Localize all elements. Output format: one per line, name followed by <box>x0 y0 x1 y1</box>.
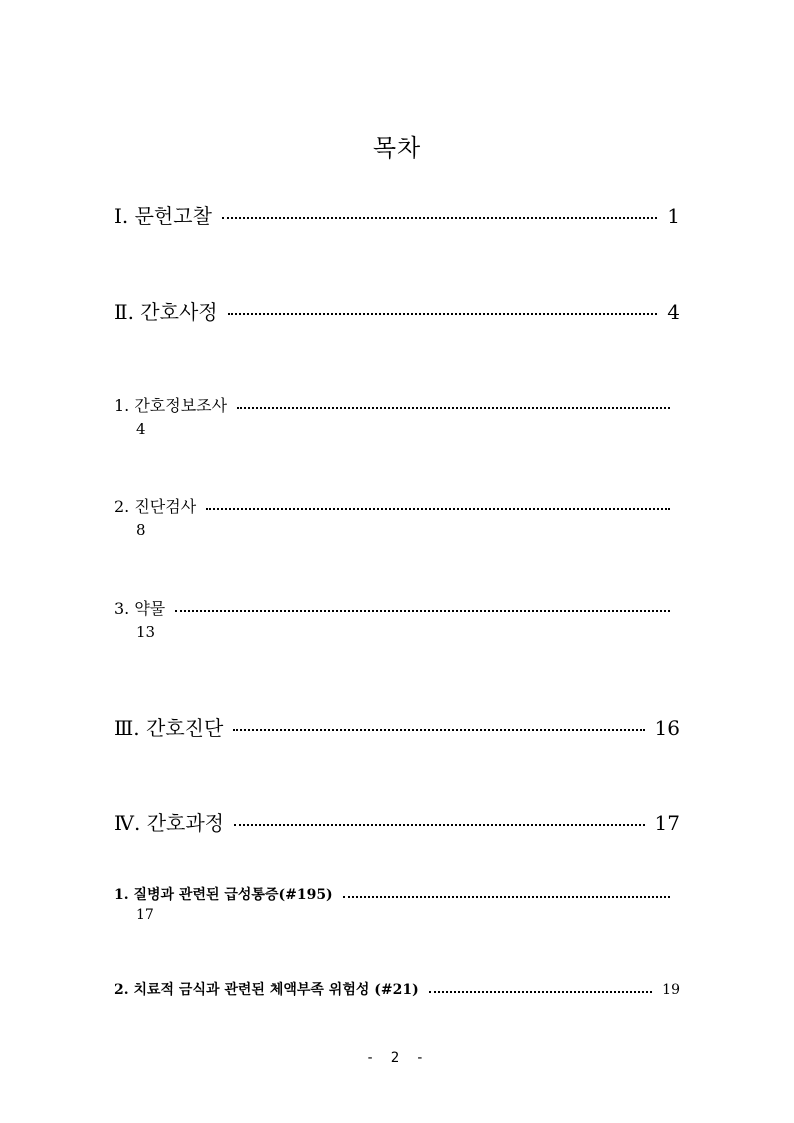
toc-entry-acute-pain[interactable] <box>114 884 680 904</box>
toc-entry-label: 2. 진단검사 <box>114 497 197 516</box>
toc-entry-page: 4 <box>667 300 680 324</box>
toc-entry-label: Ⅲ. 간호진단 <box>114 716 224 740</box>
leader-dots <box>343 896 670 898</box>
toc-entry-nursing-diagnosis[interactable] <box>114 712 680 741</box>
page-number-footer: - 2 - <box>365 1050 429 1066</box>
toc-entry-label: Ⅰ. 문헌고찰 <box>114 204 212 228</box>
leader-dots <box>237 407 670 409</box>
toc-entry-label: 1. 질병과 관련된 급성통증(#195) <box>114 887 333 903</box>
toc-entry-page: 16 <box>654 716 680 740</box>
leader-dots <box>429 991 652 993</box>
toc-entry-page: 13 <box>136 623 156 641</box>
toc-entry-nursing-process[interactable] <box>114 807 680 836</box>
leader-dots <box>233 729 644 731</box>
toc-entry-literature-review[interactable] <box>114 200 680 229</box>
toc-entry-nursing-assessment[interactable] <box>114 296 680 325</box>
toc-entry-diagnostic-tests[interactable] <box>114 494 680 517</box>
toc-title: 목차 <box>372 134 422 162</box>
toc-entry-nursing-info[interactable] <box>114 393 680 416</box>
toc-entry-label: 1. 간호정보조사 <box>114 396 228 415</box>
toc-entry-page: 4 <box>136 420 146 438</box>
toc-entry-page: 19 <box>662 982 680 998</box>
leader-dots <box>175 610 670 612</box>
toc-entry-medication[interactable] <box>114 596 680 619</box>
toc-entry-label: Ⅱ. 간호사정 <box>114 300 218 324</box>
toc-entry-label: Ⅳ. 간호과정 <box>114 811 224 835</box>
toc-entry-page: 17 <box>136 907 154 923</box>
leader-dots <box>228 313 658 315</box>
leader-dots <box>222 217 657 219</box>
toc-entry-page: 1 <box>667 204 680 228</box>
leader-dots <box>206 508 670 510</box>
toc-entry-page: 8 <box>136 521 146 539</box>
toc-entry-label: 2. 치료적 금식과 관련된 체액부족 위험성 (#21) <box>114 982 419 998</box>
toc-entry-page: 17 <box>654 811 680 835</box>
toc-entry-label: 3. 약물 <box>114 599 166 618</box>
leader-dots <box>234 824 645 826</box>
toc-entry-fluid-deficit-risk[interactable] <box>114 979 680 999</box>
